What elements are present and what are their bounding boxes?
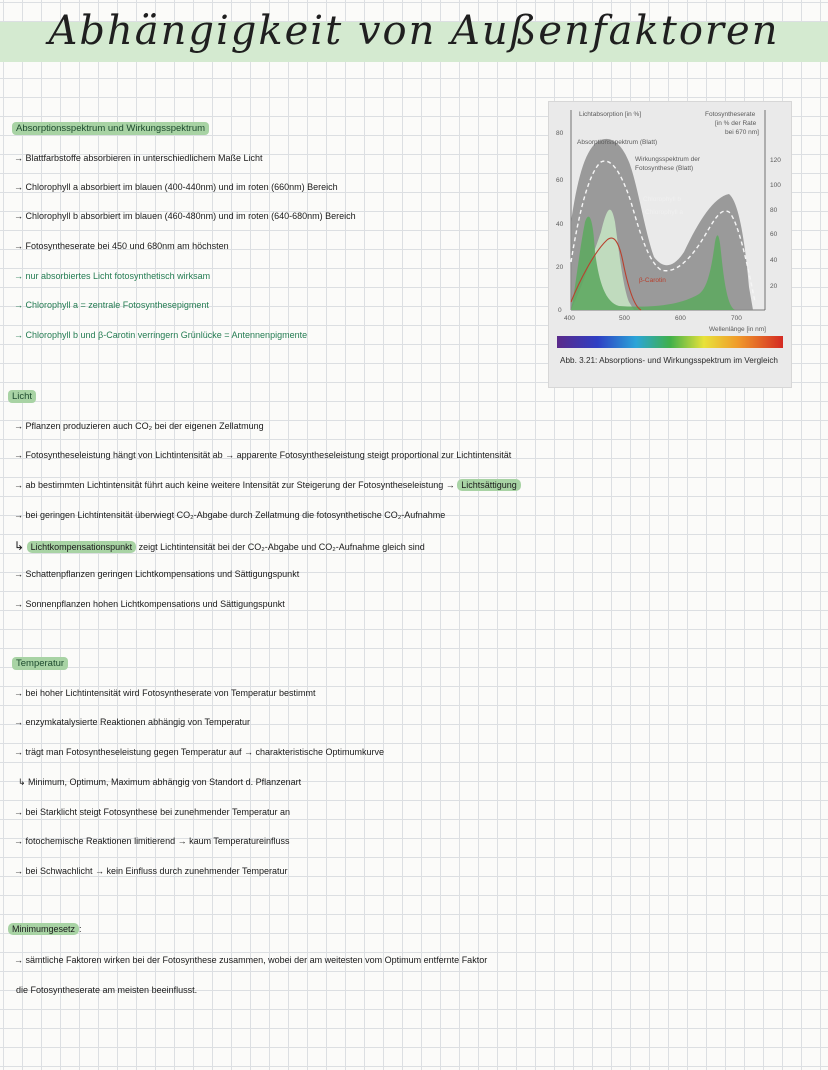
text-line: → nur absorbiertes Licht fotosynthetisch wirksam (14, 271, 211, 281)
text-line: → Chlorophyll a absorbiert im blauen (400-440nm) und im roten (660nm) Bereich (14, 182, 338, 192)
left-tick: 40 (556, 221, 564, 228)
arrow-prefix: ↳ (14, 539, 25, 553)
lichtkompensationspunkt-highlight: Lichtkompensationspunkt (27, 541, 137, 553)
y-right-label: bei 670 nm] (725, 129, 759, 136)
text-line: → sämtliche Faktoren wirken bei der Fotosynthese zusammen, wobei der am weitesten vom Optimum entfernte Faktor (14, 955, 488, 965)
label-chl-b: Chlorophyll b (643, 196, 681, 203)
text-line: → bei hoher Lichtintensität wird Fotosyntheserate von Temperatur bestimmt (14, 688, 316, 698)
label-wirkung: Fotosynthese (Blatt) (635, 165, 694, 172)
left-tick: 0 (558, 307, 562, 314)
text-line: → trägt man Fotosyntheseleistung gegen Temperatur auf → charakteristische Optimumkurve (14, 747, 385, 757)
y-left-label: Lichtabsorption [in %] (579, 111, 642, 118)
x-tick: 500 (619, 315, 630, 322)
x-tick: 400 (564, 315, 575, 322)
section-heading-absorption: Absorptionsspektrum und Wirkungsspektrum (12, 122, 209, 135)
text-line: ↳ Minimum, Optimum, Maximum abhängig von Standort d. Pflanzenart (18, 777, 302, 787)
color-spectrum-bar (557, 336, 783, 348)
text-line: → Chlorophyll b absorbiert im blauen (460-480nm) und im roten (640-680nm) Bereich (14, 211, 356, 221)
left-tick: 20 (556, 264, 564, 271)
text-line: die Fotosyntheserate am meisten beeinflusst. (16, 985, 198, 995)
text-line: → Chlorophyll b und β-Carotin verringern Grünlücke = Antennenpigmente (14, 330, 308, 340)
text-line (14, 539, 425, 553)
text-line: → Schattenpflanzen geringen Lichtkompensations und Sättigungspunkt (14, 569, 300, 579)
label-chl-a: Chlorophyll a (645, 209, 683, 216)
right-tick: 120 (770, 157, 781, 164)
right-tick: 80 (770, 207, 778, 214)
spectrum-chart (549, 102, 791, 352)
left-tick: 60 (556, 177, 564, 184)
label-wirkung: Wirkungsspektrum der (635, 156, 701, 163)
lichtsaettigung-highlight: Lichtsättigung (457, 479, 521, 491)
text-line: → enzymkatalysierte Reaktionen abhängig von Temperatur (14, 717, 250, 727)
text-line: → Fotosyntheseleistung hängt von Lichtintensität ab → apparente Fotosyntheseleistung steigt proportional zur Lichtintensität (14, 450, 512, 460)
right-tick: 100 (770, 182, 781, 189)
right-tick: 40 (770, 257, 778, 264)
section-heading-temperatur: Temperatur (12, 657, 68, 670)
label-carotin: β-Carotin (639, 277, 666, 284)
section-heading-minimum: Minimumgesetz (8, 923, 79, 935)
text-line: → Fotosyntheserate bei 450 und 680nm am höchsten (14, 241, 229, 251)
text-line: → bei Starklicht steigt Fotosynthese bei zunehmender Temperatur an (14, 807, 290, 817)
text-line: → Blattfarbstoffe absorbieren in unterschiedlichem Maße Licht (14, 153, 263, 163)
x-tick: 600 (675, 315, 686, 322)
text-line: → Sonnenpflanzen hohen Lichtkompensations und Sättigungspunkt (14, 599, 285, 609)
heading-colon: : (79, 924, 82, 934)
text-line: → bei geringen Lichtintensität überwiegt CO₂-Abgabe durch Zellatmung die fotosynthetische CO₂-Aufnahme (14, 510, 446, 520)
section-heading-licht: Licht (8, 390, 36, 403)
text-line-part: zeigt Lichtintensität bei der CO₂-Abgabe und CO₂-Aufnahme gleich sind (138, 542, 425, 552)
y-right-label: Fotosyntheserate (705, 111, 756, 118)
right-tick: 60 (770, 231, 778, 238)
figure-caption: Abb. 3.21: Absorptions- und Wirkungsspektrum im Vergleich (560, 356, 778, 365)
spectrum-figure (548, 101, 792, 388)
text-line: → bei Schwachlicht → kein Einfluss durch zunehmender Temperatur (14, 866, 288, 876)
left-tick: 80 (556, 130, 564, 137)
x-tick: 700 (731, 315, 742, 322)
x-axis-label: Wellenlänge [in nm] (709, 326, 766, 333)
text-line: → Chlorophyll a = zentrale Fotosynthesepigment (14, 300, 209, 310)
label-absorption: Absorptionsspektrum (Blatt) (577, 139, 658, 146)
text-line-part: → ab bestimmten Lichtintensität führt auch keine weitere Intensität zur Steigerung der Fotosyntheseleistung → (14, 480, 455, 490)
page-title: Abhängigkeit von Außenfaktoren (48, 8, 780, 54)
right-tick: 20 (770, 283, 778, 290)
text-line: → Pflanzen produzieren auch CO₂ bei der eigenen Zellatmung (14, 421, 264, 431)
y-right-label: [in % der Rate (715, 120, 757, 127)
minimum-heading-line (8, 924, 82, 934)
text-line: → fotochemische Reaktionen limitierend → kaum Temperatureinfluss (14, 836, 290, 846)
text-line (14, 480, 521, 490)
